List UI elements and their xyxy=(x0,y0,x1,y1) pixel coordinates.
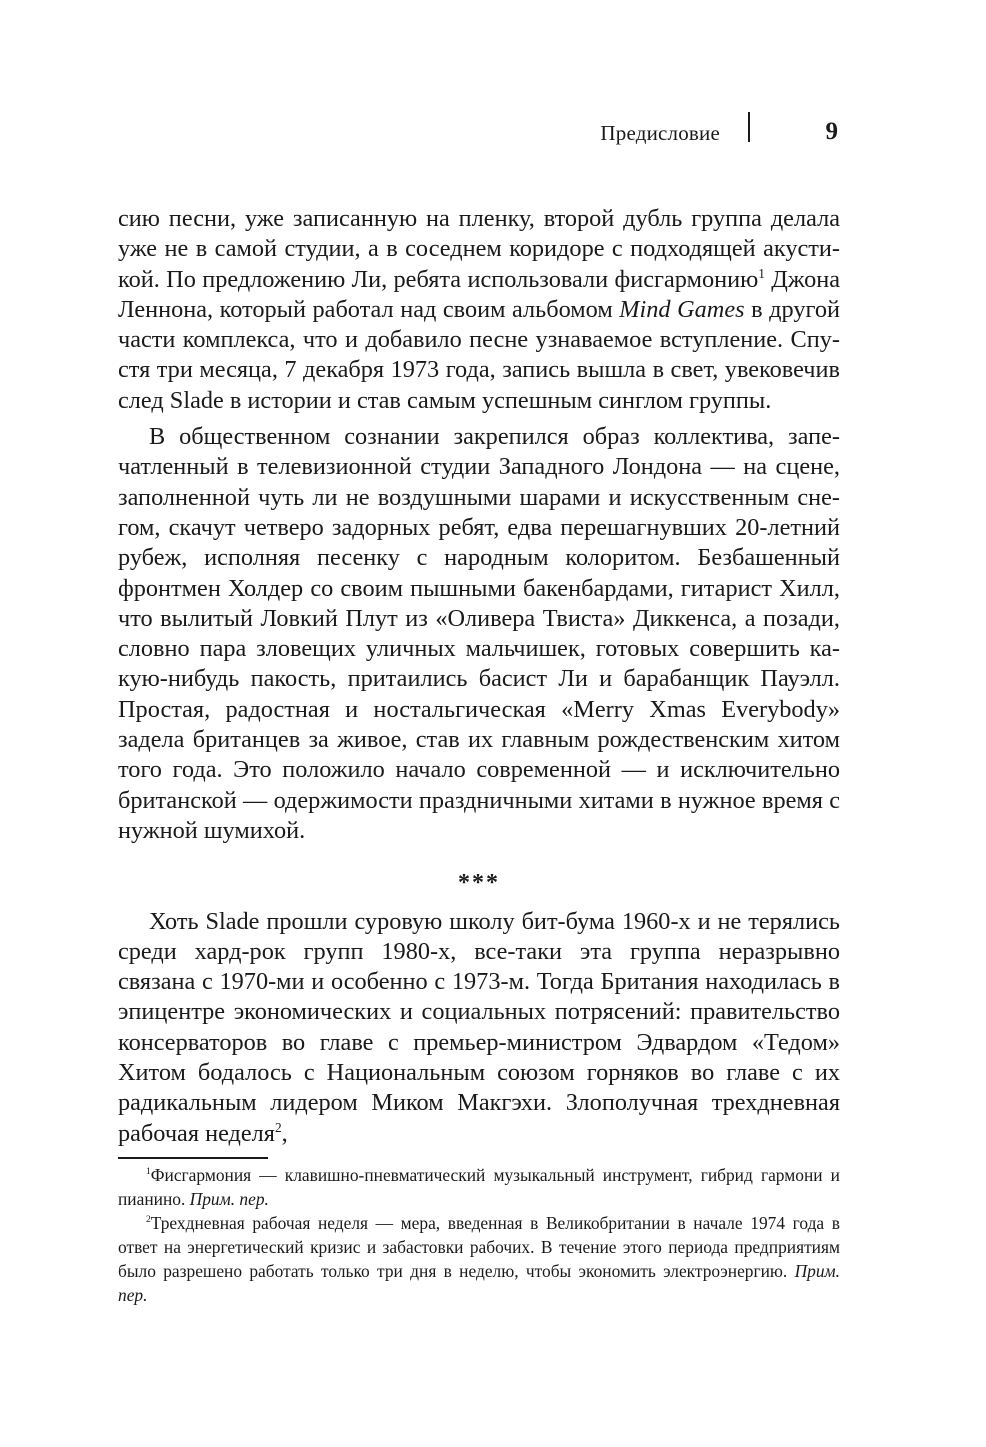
footnotes xyxy=(118,1163,840,1307)
footnote-2 xyxy=(118,1211,840,1307)
footnote-ref-2: 2 xyxy=(274,1119,282,1135)
footnote-ref-1: 1 xyxy=(758,265,765,281)
header-divider xyxy=(748,112,750,142)
page-number: 9 xyxy=(825,118,838,145)
paragraph-text: Джона Леннона, который работал над своим альбомом xyxy=(118,265,841,323)
footnote-rule xyxy=(118,1157,268,1159)
paragraph-text: сию песни, уже записанную на пленку, второй дубль группа делала уже не в самой студии, а в соседнем коридоре с подходящей акустикой. По предложению Ли, ребята использовали фисгармонию xyxy=(118,205,840,293)
paragraph-text: в другой части комплекса, что и добавило песне узнаваемое вступление. Спустя три месяца, 7 декабря 1973 года, запись вышла в свет, увековечив след Slade в истории и став самым успешным синглом группы. xyxy=(118,295,840,414)
footnote-note: Прим. пер. xyxy=(118,1261,840,1305)
section-separator: *** xyxy=(458,870,500,897)
footnote-text: Трехдневная рабочая неделя — мера, введенная в Великобритании в начале 1974 года в ответ на энергетический кризис и забастовки рабочих. В течение этого периода предприятиям было разрешено работать только три дня в неделю, чтобы экономить электроэнергию. xyxy=(118,1213,840,1281)
footnote-text: Фисгармония — клавишно-пневматический музыкальный инструмент, гибрид гармони и пианино. xyxy=(118,1165,840,1209)
paragraph-2: В общественном сознании закрепился образ коллектива, запечатленный в телевизионной студии Западного Лондона — на сцене, заполненной чуть ли не воздушными шарами и искусственным снегом, скачут четверо задорных ребят, едва перешагнувших 20-летний рубеж, исполняя песенку с народным колоритом. Безбашенный фронтмен Холдер со своим пышными бакенбардами, гитарист Хилл, что вылитый Ловкий Плут из «Оливера Твиста» Диккенса, а позади, словно пара зловещих уличных мальчишек, готовых совершить какую-нибудь пакость, притаились басист Ли и барабанщик Пауэлл. Простая, радостная и ностальгическая «Merry Xmas Everybody» задела британцев за живое, став их главным рождественским хитом того года. Это положило начало современной — и исключительно британской — одержимости праздничными хитами в нужное время с нужной шумихой. xyxy=(118,423,840,844)
album-title: Mind Games xyxy=(619,295,745,323)
footnote-number: 2 xyxy=(146,1214,151,1226)
paragraph-text: Хоть Slade прошли суровую школу бит-бума 1960-х и не терялись среди хард-рок групп 1980-х, все-таки эта группа неразрывно связана с 1970-ми и особенно с 1973-м. Тогда Британия находилась в эпицентре экономических и социальных потрясений: правительство консерваторов во главе с премьер-министром Эдвардом «Тедом» Хитом бодалось с Национальным союзом горняков во главе с их радикальным лидером Миком Макгэхи. Злополучная трехдневная рабочая неделя xyxy=(118,907,840,1147)
section-title: Предисловие xyxy=(600,121,720,145)
body-text xyxy=(118,204,840,1149)
paragraph-1 xyxy=(118,204,840,416)
footnote-1 xyxy=(118,1163,840,1211)
running-header xyxy=(118,112,840,152)
paragraph-3 xyxy=(118,907,840,1149)
footnote-note: Прим. пер. xyxy=(189,1189,269,1209)
paragraph-text: , xyxy=(281,1119,288,1147)
footnote-number: 1 xyxy=(146,1166,151,1178)
